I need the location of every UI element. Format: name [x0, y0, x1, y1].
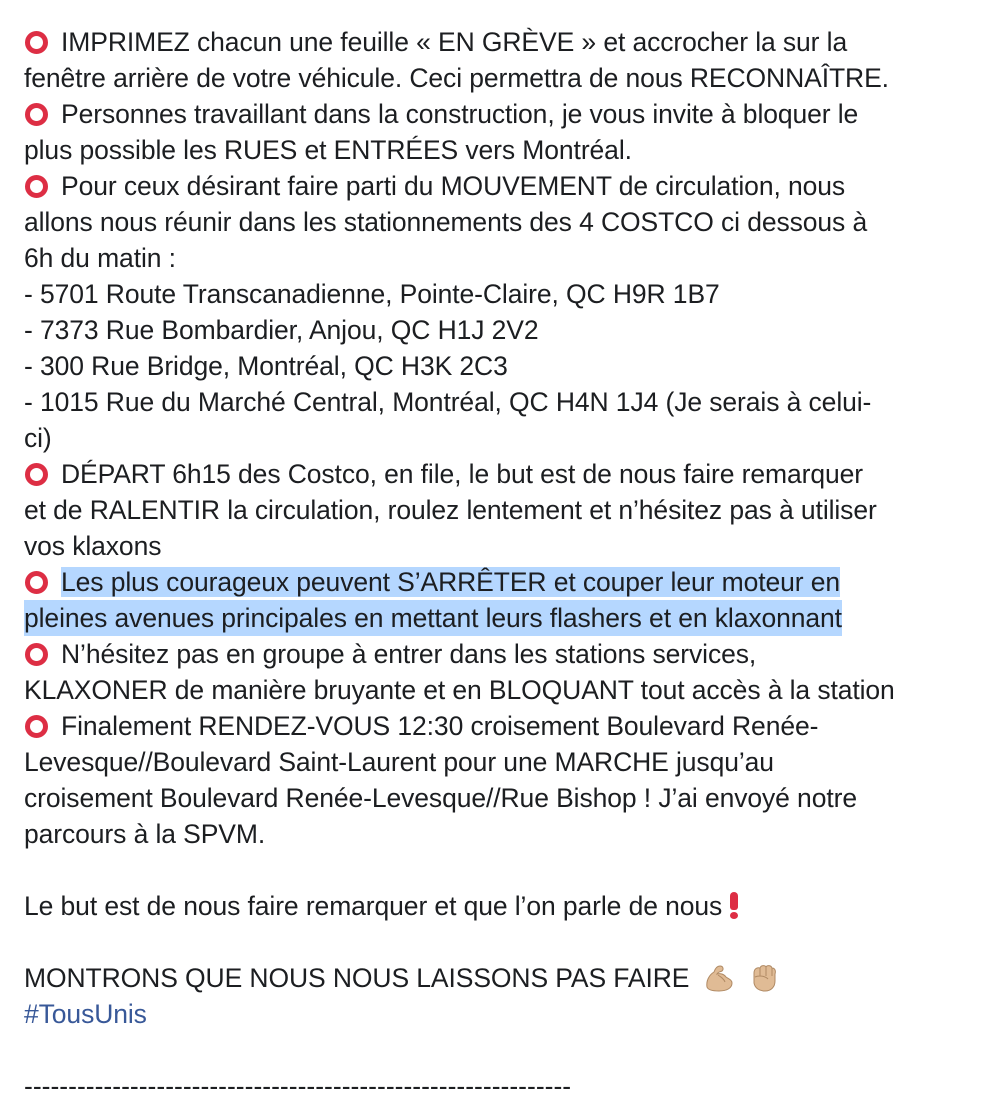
- address-line: - 5701 Route Transcanadienne, Pointe-Claire, QC H9R 1B7: [24, 279, 720, 309]
- hollow-red-circle-icon: [25, 175, 48, 198]
- blank-line: [24, 852, 974, 888]
- hollow-red-circle-icon: [25, 31, 48, 54]
- post-body: [24, 24, 974, 1104]
- paragraph-line: [24, 168, 974, 204]
- post-text: 6h du matin :: [24, 243, 176, 273]
- post-text: Levesque//Boulevard Saint-Laurent pour une MARCHE jusqu’au: [24, 747, 774, 777]
- paragraph-line: [24, 564, 974, 600]
- post-text: Finalement RENDEZ-VOUS 12:30 croisement Boulevard Renée-: [61, 711, 819, 741]
- hollow-red-circle-icon: [25, 571, 48, 594]
- post-text: croisement Boulevard Renée-Levesque//Rue Bishop ! J’ai envoyé notre: [24, 783, 857, 813]
- slogan-line: [24, 960, 974, 996]
- post-text: KLAXONER de manière bruyante et en BLOQUANT tout accès à la station: [24, 675, 895, 705]
- post-text: Le but est de nous faire remarquer et que l’on parle de nous: [24, 891, 723, 921]
- post-text: MONTRONS QUE NOUS NOUS LAISSONS PAS FAIRE: [24, 963, 690, 993]
- paragraph-line: [24, 456, 974, 492]
- hashtag-link[interactable]: #TousUnis: [24, 999, 147, 1029]
- paragraph-line: [24, 96, 974, 132]
- paragraph-line: [24, 708, 974, 744]
- selected-text[interactable]: Les plus courageux peuvent S’ARRÊTER et couper leur moteur en: [61, 567, 841, 597]
- post-text: DÉPART 6h15 des Costco, en file, le but est de nous faire remarquer: [61, 459, 863, 489]
- hashtag-line: [24, 996, 974, 1032]
- address-line: - 300 Rue Bridge, Montréal, QC H3K 2C3: [24, 351, 508, 381]
- post-text: et de RALENTIR la circulation, roulez lentement et n’hésitez pas à utiliser: [24, 495, 877, 525]
- hollow-red-circle-icon: [25, 643, 48, 666]
- goal-line: [24, 888, 974, 924]
- paragraph-line: [24, 636, 974, 672]
- hollow-red-circle-icon: [25, 463, 48, 486]
- post-text: vos klaxons: [24, 531, 162, 561]
- selected-line: [24, 600, 974, 636]
- post-text: IMPRIMEZ chacun une feuille « EN GRÈVE » et accrocher la sur la: [61, 27, 848, 57]
- hollow-red-circle-icon: [25, 103, 48, 126]
- address-line: - 7373 Rue Bombardier, Anjou, QC H1J 2V2: [24, 315, 539, 345]
- address-line: - 1015 Rue du Marché Central, Montréal, QC H4N 1J4 (Je serais à celui-: [24, 387, 872, 417]
- selected-text[interactable]: pleines avenues principales en mettant leurs flashers et en klaxonnant: [24, 600, 842, 636]
- post-text: Pour ceux désirant faire parti du MOUVEMENT de circulation, nous: [61, 171, 846, 201]
- address-line: ci): [24, 423, 52, 453]
- separator: --------------------------------------------------------------: [24, 1071, 572, 1101]
- blank-line: [24, 1032, 974, 1068]
- flexed-biceps-icon: [703, 963, 735, 993]
- post-text: parcours à la SPVM.: [24, 819, 266, 849]
- post-text: N’hésitez pas en groupe à entrer dans les stations services,: [61, 639, 757, 669]
- red-exclamation-icon: [728, 890, 740, 920]
- post-text: Personnes travaillant dans la construction, je vous invite à bloquer le: [61, 99, 859, 129]
- paragraph-line: [24, 24, 974, 60]
- raised-fist-icon: [748, 963, 780, 993]
- post-text: plus possible les RUES et ENTRÉES vers Montréal.: [24, 135, 632, 165]
- hollow-red-circle-icon: [25, 715, 48, 738]
- post-text: fenêtre arrière de votre véhicule. Ceci permettra de nous RECONNAÎTRE.: [24, 63, 889, 93]
- blank-line: [24, 924, 974, 960]
- post-text: allons nous réunir dans les stationnements des 4 COSTCO ci dessous à: [24, 207, 868, 237]
